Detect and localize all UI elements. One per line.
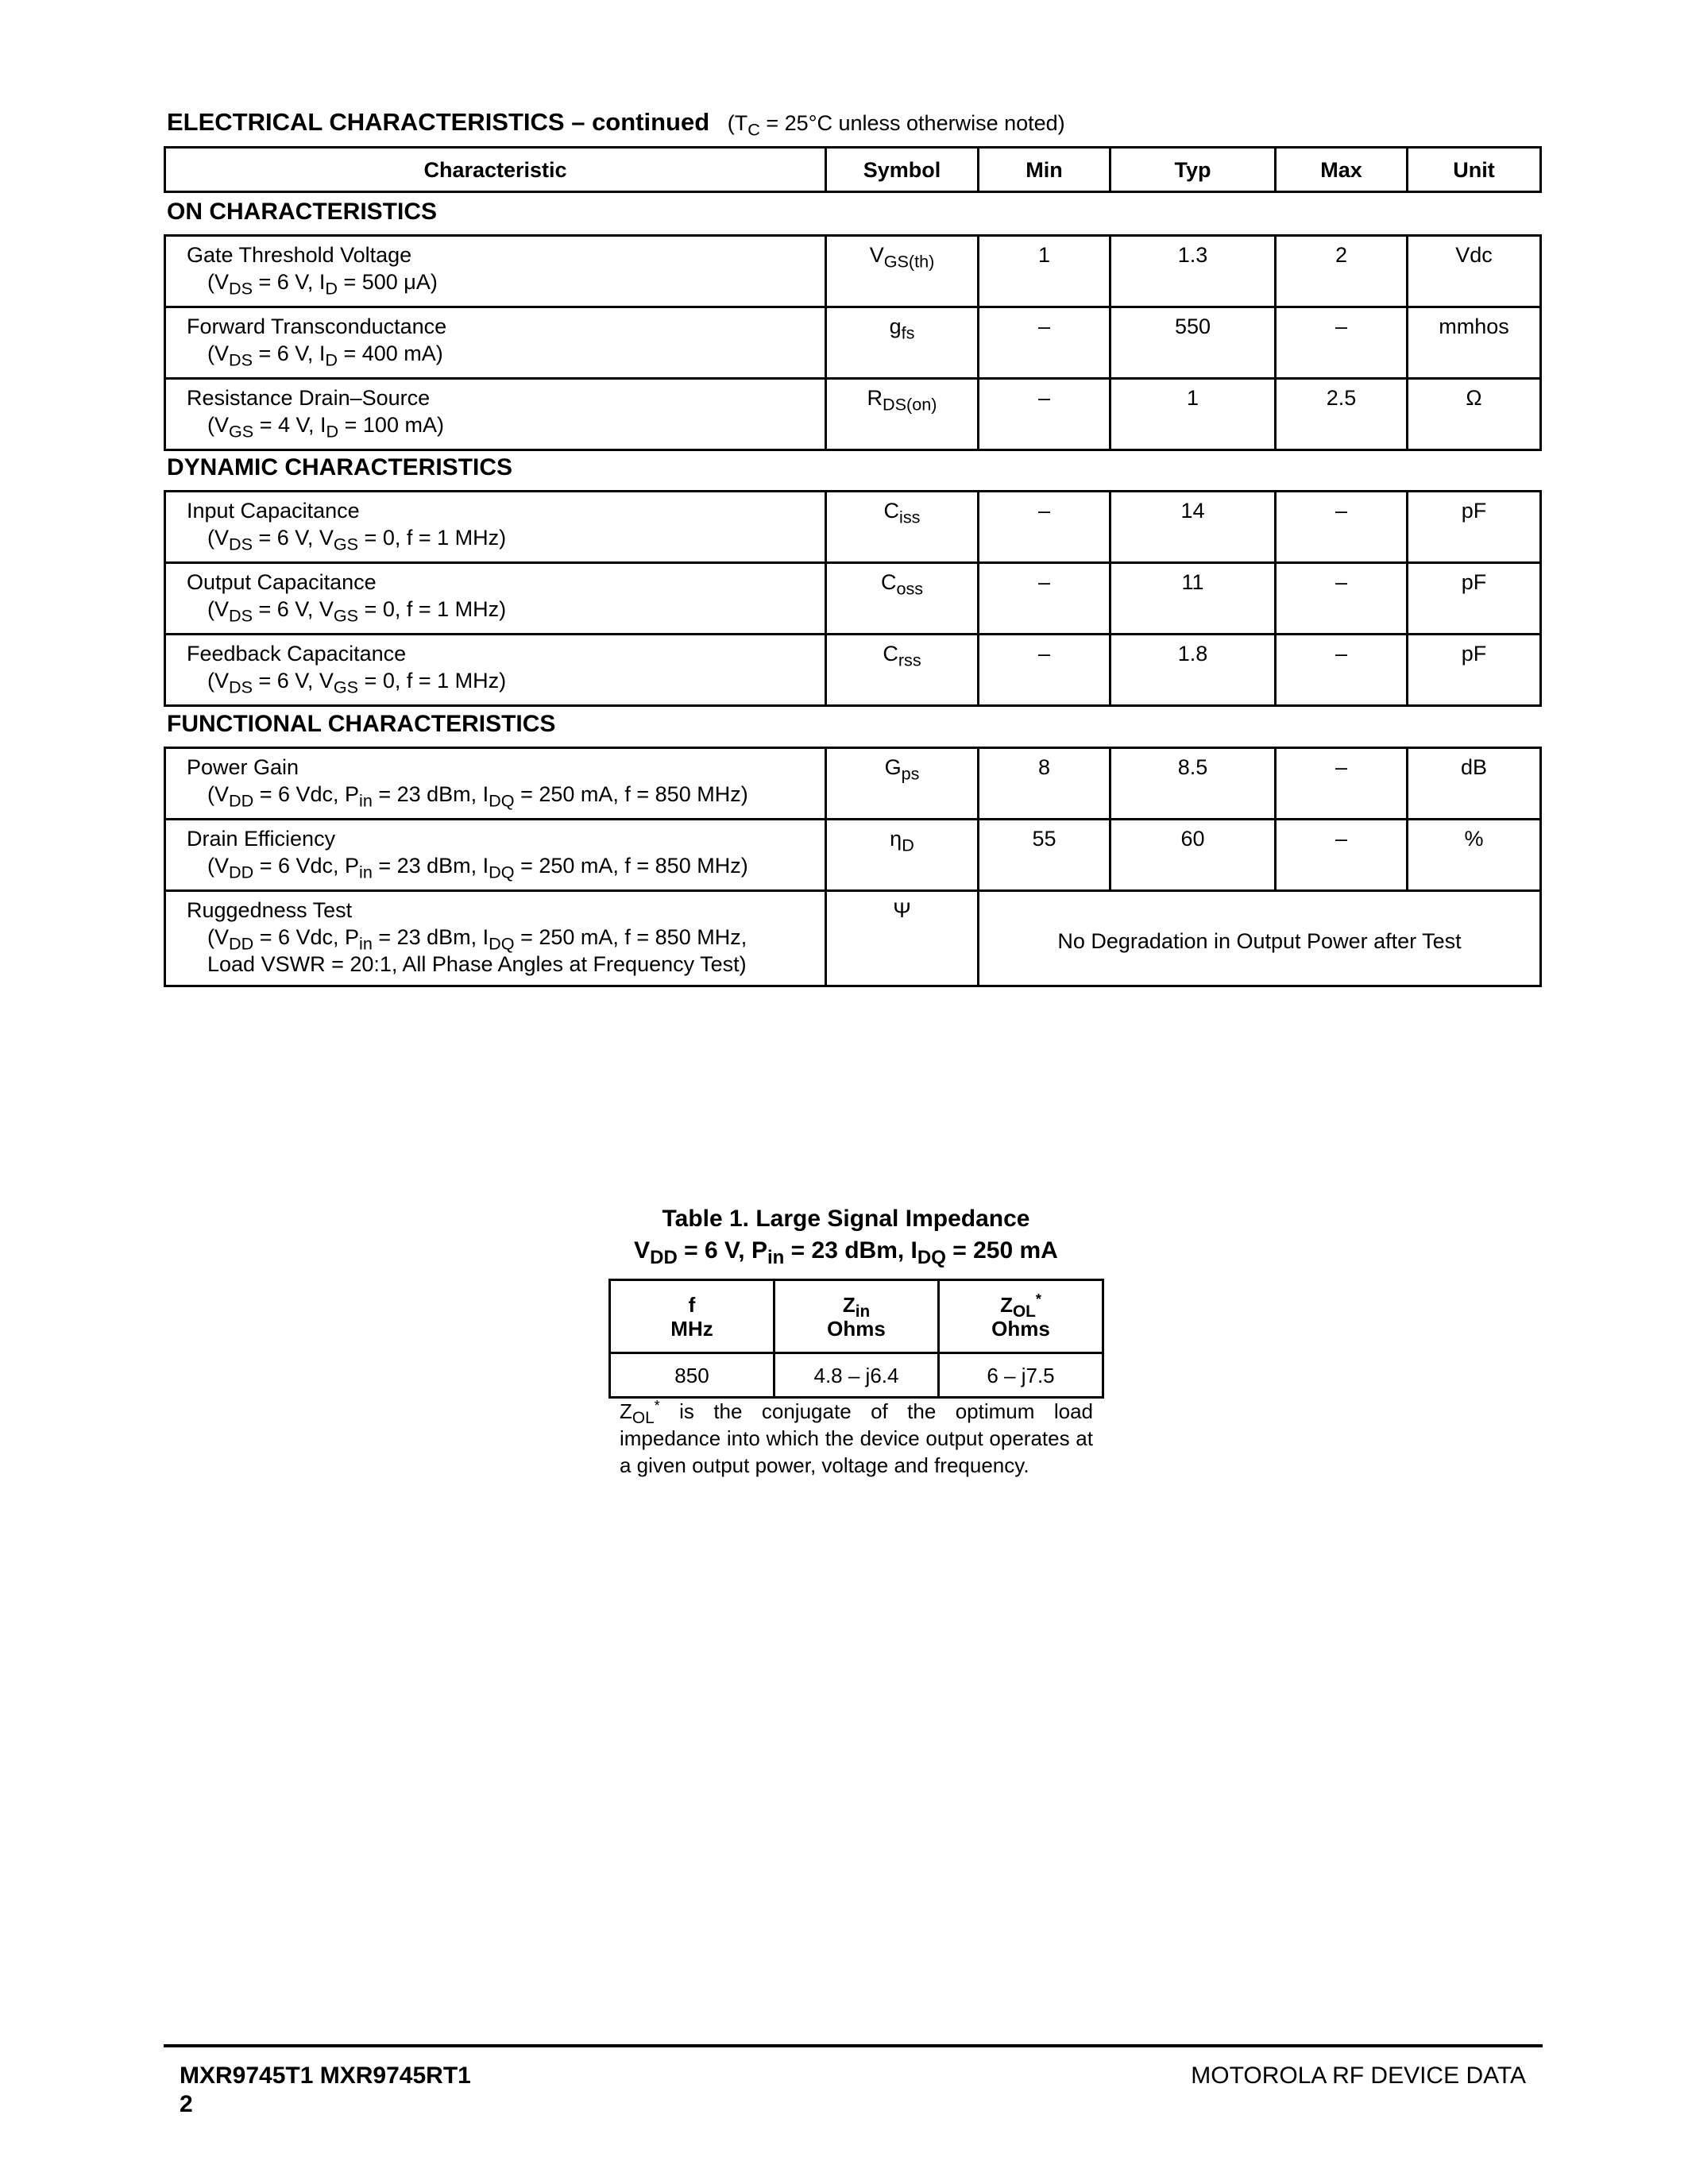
functional-characteristics-table bbox=[164, 747, 1542, 987]
unit-cell: Vdc bbox=[1408, 236, 1541, 307]
table-row bbox=[165, 492, 1541, 563]
section-title bbox=[167, 108, 1065, 140]
table-row bbox=[165, 748, 1541, 820]
characteristic-name: Ruggedness Test bbox=[187, 898, 353, 922]
characteristic-name: Gate Threshold Voltage bbox=[187, 243, 412, 267]
unit-cell: Ω bbox=[1408, 379, 1541, 450]
section-heading-on: ON CHARACTERISTICS bbox=[167, 199, 438, 225]
characteristic-cell bbox=[165, 379, 826, 450]
max-cell: – bbox=[1276, 307, 1408, 379]
test-condition-line3: Load VSWR = 20:1, All Phase Angles at Frequency Test) bbox=[207, 952, 747, 976]
symbol-cell: $V_{GS(th)}$ bbox=[826, 236, 979, 307]
table-row bbox=[165, 379, 1541, 450]
on-characteristics-table bbox=[164, 234, 1542, 451]
unit-cell: dB bbox=[1408, 748, 1541, 820]
characteristic-cell bbox=[165, 236, 826, 307]
table-row bbox=[165, 236, 1541, 307]
min-cell: 55 bbox=[979, 820, 1111, 891]
col-zin: $Z_{in}$ Ohms bbox=[774, 1280, 939, 1353]
max-cell: 2 bbox=[1276, 236, 1408, 307]
col-typ: Typ bbox=[1111, 148, 1276, 192]
characteristic-cell bbox=[165, 307, 826, 379]
symbol-cell: $g_{fs}$ bbox=[826, 307, 979, 379]
max-cell: 2.5 bbox=[1276, 379, 1408, 450]
characteristic-cell bbox=[165, 563, 826, 635]
footer-left bbox=[180, 2062, 471, 2119]
min-cell: – bbox=[979, 307, 1111, 379]
col-min: Min bbox=[979, 148, 1111, 192]
min-cell: – bbox=[979, 563, 1111, 635]
impedance-footnote bbox=[620, 1398, 1093, 1479]
impedance-table-conditions: $V_{DD} = 6$ V, $P_{in} = 23$ dBm, $I_{DQ} = 250$ mA bbox=[634, 1237, 1058, 1269]
characteristic-cell bbox=[165, 748, 826, 820]
max-cell: – bbox=[1276, 820, 1408, 891]
symbol-cell: Ψ bbox=[826, 891, 979, 986]
table-row bbox=[610, 1353, 1103, 1398]
typ-cell: 14 bbox=[1111, 492, 1276, 563]
impedance-table-title: Table 1. Large Signal Impedance bbox=[662, 1206, 1030, 1232]
footnote-text: is the conjugate of the optimum load impedance into which the device output operates at a given output power, voltage and frequency. bbox=[620, 1399, 1093, 1477]
symbol-cell: $G_{ps}$ bbox=[826, 748, 979, 820]
footer-divider bbox=[164, 2044, 1543, 2047]
table-row bbox=[165, 563, 1541, 635]
typ-cell: 8.5 bbox=[1111, 748, 1276, 820]
characteristic-name: Output Capacitance bbox=[187, 570, 377, 594]
max-cell: – bbox=[1276, 492, 1408, 563]
col-max: Max bbox=[1276, 148, 1408, 192]
dynamic-characteristics-table bbox=[164, 490, 1542, 707]
typ-cell: 1.3 bbox=[1111, 236, 1276, 307]
col-zol: $Z_{OL}^*$ Ohms bbox=[939, 1280, 1103, 1353]
unit-cell: % bbox=[1408, 820, 1541, 891]
table-row bbox=[165, 307, 1541, 379]
test-condition: ($V_{DS} = 6$ V, $I_D = 400$ mA) bbox=[207, 341, 443, 370]
symbol-cell: $C_{oss}$ bbox=[826, 563, 979, 635]
typ-cell: 1 bbox=[1111, 379, 1276, 450]
col-frequency: f MHz bbox=[610, 1280, 774, 1353]
unit-cell: mmhos bbox=[1408, 307, 1541, 379]
ruggedness-result: No Degradation in Output Power after Test bbox=[979, 891, 1541, 986]
footer-publisher: MOTOROLA RF DEVICE DATA bbox=[1191, 2062, 1526, 2089]
table-row bbox=[165, 891, 1541, 986]
characteristic-name: Power Gain bbox=[187, 755, 299, 779]
page-number: 2 bbox=[180, 2091, 193, 2117]
characteristics-header-table bbox=[164, 146, 1542, 193]
max-cell: – bbox=[1276, 563, 1408, 635]
max-cell: – bbox=[1276, 748, 1408, 820]
characteristic-cell bbox=[165, 820, 826, 891]
impedance-table bbox=[608, 1279, 1104, 1399]
characteristic-cell bbox=[165, 891, 826, 986]
characteristic-name: Forward Transconductance bbox=[187, 314, 447, 338]
test-condition: ($V_{DD} = 6$ Vdc, $P_{in} = 23$ dBm, $I_{DQ} = 250$ mA, f = 850 MHz) bbox=[207, 854, 748, 882]
characteristic-name: Drain Efficiency bbox=[187, 827, 336, 851]
table-header-row bbox=[165, 148, 1541, 192]
min-cell: – bbox=[979, 492, 1111, 563]
test-condition: ($V_{DS} = 6$ V, $V_{GS} = 0$, f = 1 MHz) bbox=[207, 669, 507, 697]
section-heading-functional: FUNCTIONAL CHARACTERISTICS bbox=[167, 711, 556, 737]
characteristic-cell bbox=[165, 492, 826, 563]
test-condition-note: ($T_C = 25^\circ C$ unless otherwise noted) bbox=[727, 111, 1065, 140]
min-cell: – bbox=[979, 635, 1111, 706]
zol-cell: 6 – j7.5 bbox=[939, 1353, 1103, 1398]
col-characteristic: Characteristic bbox=[165, 148, 826, 192]
section-heading-dynamic: DYNAMIC CHARACTERISTICS bbox=[167, 454, 512, 480]
table-row bbox=[165, 820, 1541, 891]
test-condition: ($V_{DS} = 6$ V, $I_D = 500$ μA) bbox=[207, 270, 438, 299]
max-cell: – bbox=[1276, 635, 1408, 706]
typ-cell: 60 bbox=[1111, 820, 1276, 891]
title-text: ELECTRICAL CHARACTERISTICS – continued bbox=[167, 108, 710, 136]
symbol-cell: $\eta_D$ bbox=[826, 820, 979, 891]
col-unit: Unit bbox=[1408, 148, 1541, 192]
characteristic-name: Input Capacitance bbox=[187, 499, 360, 523]
table-row bbox=[165, 635, 1541, 706]
zin-cell: 4.8 – j6.4 bbox=[774, 1353, 939, 1398]
zol-symbol: $Z_{OL}^*$ bbox=[620, 1398, 660, 1428]
unit-cell: pF bbox=[1408, 492, 1541, 563]
frequency-cell: 850 bbox=[610, 1353, 774, 1398]
unit-cell: pF bbox=[1408, 563, 1541, 635]
unit-cell: pF bbox=[1408, 635, 1541, 706]
symbol-cell: $C_{iss}$ bbox=[826, 492, 979, 563]
symbol-cell: $R_{DS(on)}$ bbox=[826, 379, 979, 450]
typ-cell: 550 bbox=[1111, 307, 1276, 379]
characteristic-name: Feedback Capacitance bbox=[187, 642, 407, 666]
min-cell: 8 bbox=[979, 748, 1111, 820]
typ-cell: 1.8 bbox=[1111, 635, 1276, 706]
impedance-header-row bbox=[610, 1280, 1103, 1353]
test-condition: ($V_{DS} = 6$ V, $V_{GS} = 0$, f = 1 MHz) bbox=[207, 526, 507, 554]
symbol-cell: $C_{rss}$ bbox=[826, 635, 979, 706]
part-numbers: MXR9745T1 MXR9745RT1 bbox=[180, 2062, 471, 2089]
typ-cell: 11 bbox=[1111, 563, 1276, 635]
test-condition: ($V_{DS} = 6$ V, $V_{GS} = 0$, f = 1 MHz) bbox=[207, 597, 507, 626]
min-cell: 1 bbox=[979, 236, 1111, 307]
characteristic-cell bbox=[165, 635, 826, 706]
characteristic-name: Resistance Drain–Source bbox=[187, 386, 431, 410]
test-condition: ($V_{DD} = 6$ Vdc, $P_{in} = 23$ dBm, $I_{DQ} = 250$ mA, f = 850 MHz) bbox=[207, 782, 748, 811]
col-symbol: Symbol bbox=[826, 148, 979, 192]
min-cell: – bbox=[979, 379, 1111, 450]
test-condition: ($V_{GS} = 4$ V, $I_D = 100$ mA) bbox=[207, 413, 444, 442]
test-condition: ($V_{DD} = 6$ Vdc, $P_{in} = 23$ dBm, $I_{DQ} = 250$ mA, f = 850 MHz, bbox=[207, 925, 747, 954]
